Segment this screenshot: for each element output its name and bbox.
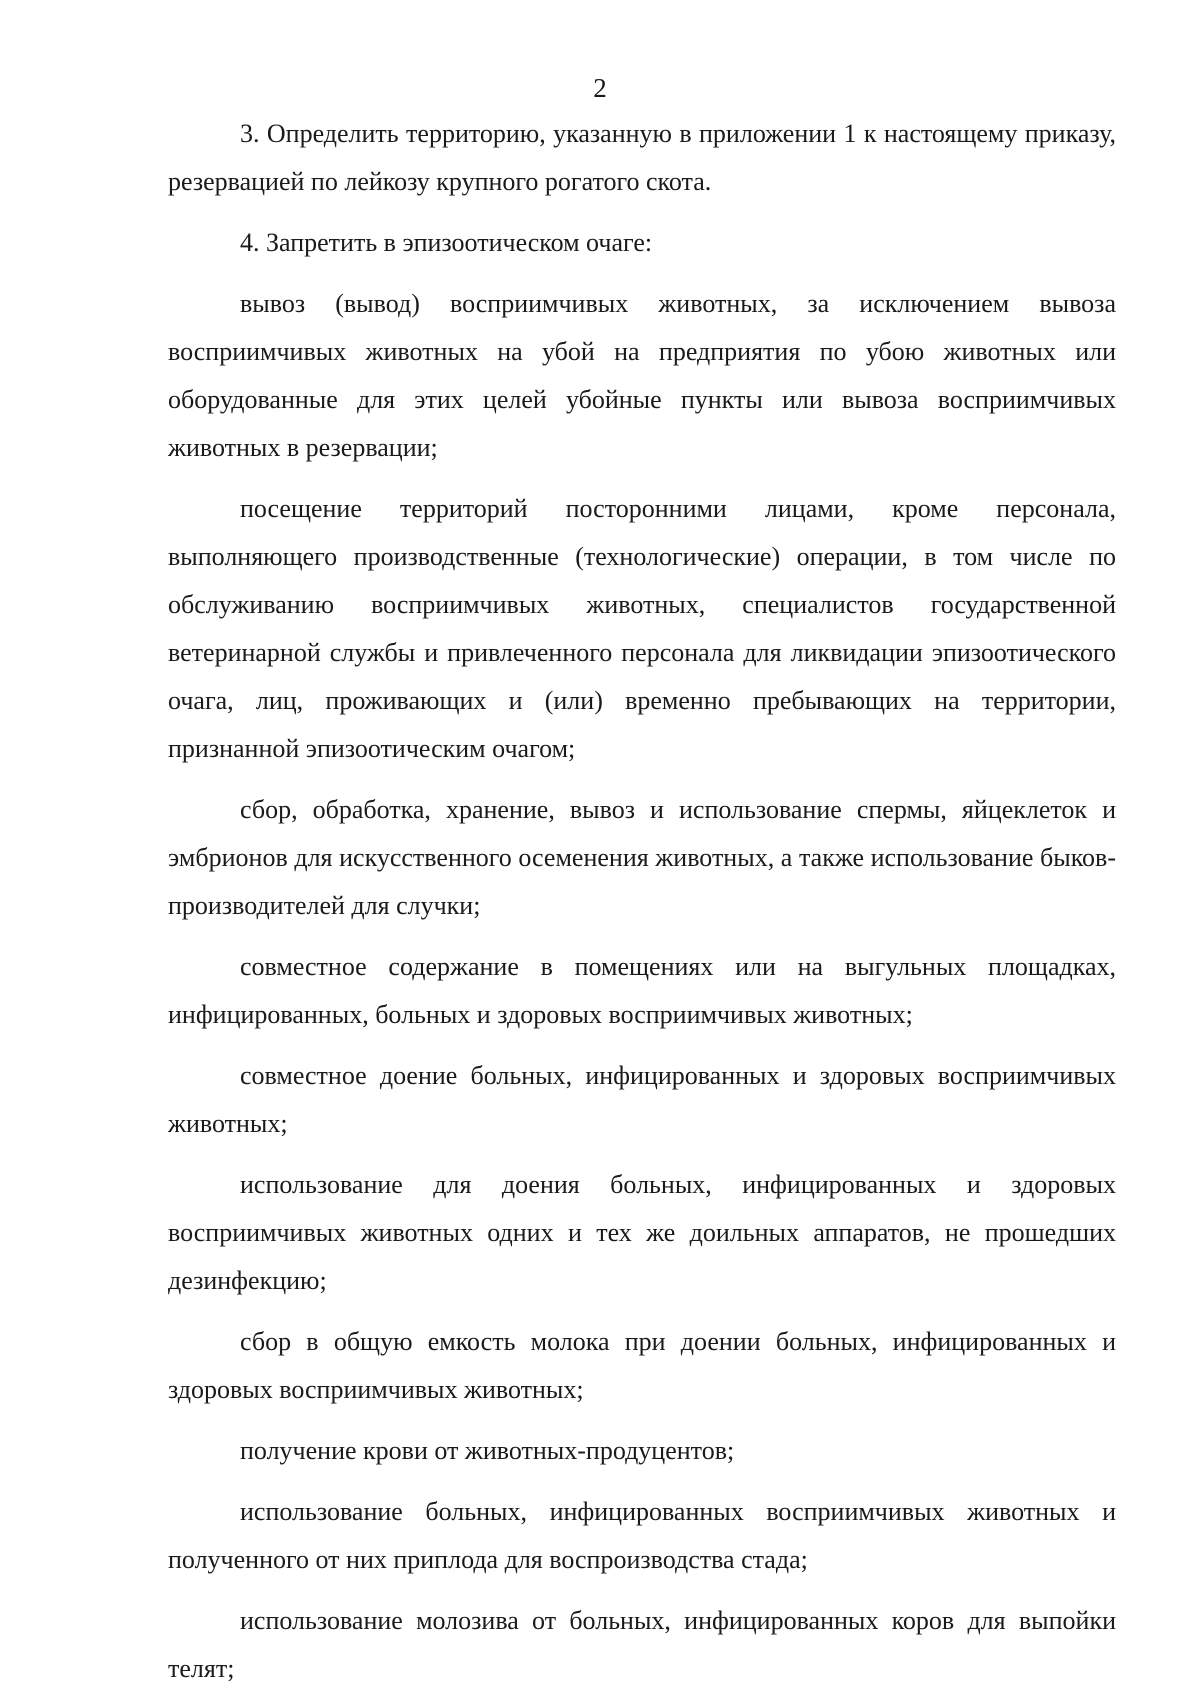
prohibition-milk-collection: сбор в общую емкость молока при доении больных, инфицированных и здоровых восприимчивых животных; [168, 1327, 1116, 1404]
prohibition-joint-milking: совместное доение больных, инфицированных и здоровых восприимчивых животных; [168, 1061, 1116, 1138]
prohibition-blood: получение крови от животных-продуцентов; [240, 1436, 735, 1465]
document-body [168, 110, 1116, 1706]
paragraph-item-3: 3. Определить территорию, указанную в приложении 1 к настоящему приказу, резервацией по лейкозу крупного рогатого скота. [168, 119, 1116, 196]
prohibition-joint-keeping: совместное содержание в помещениях или на выгульных площадках, инфицированных, больных и здоровых восприимчивых животных; [168, 952, 1116, 1029]
prohibition-removal: вывоз (вывод) восприимчивых животных, за исключением вывоза восприимчивых животных на убой на предприятия по убою животных или оборудованные для этих целей убойные пункты или вывоза восприимчивых животных в резервации; [168, 289, 1116, 462]
prohibition-reproduction: использование больных, инфицированных восприимчивых животных и полученного от них приплода для воспроизводства стада; [168, 1497, 1116, 1574]
prohibition-shared-apparatus: использование для доения больных, инфицированных и здоровых восприимчивых животных одних и тех же доильных аппаратов, не прошедших дезинфекцию; [168, 1170, 1116, 1295]
page-number: 2 [593, 73, 607, 103]
prohibition-visits: посещение территорий посторонними лицами, кроме персонала, выполняющего производственные (технологические) операции, в том числе по обслуживанию восприимчивых животных, специалистов государственной ветеринарной службы и привлеченного персонала для ликвидации эпизоотического очага, лиц, проживающих и (или) временно пребывающих на территории, признанной эпизоотическим очагом; [168, 494, 1116, 763]
prohibition-insemination: сбор, обработка, хранение, вывоз и использование спермы, яйцеклеток и эмбрионов для искусственного осеменения животных, а также использование быков-производителей для случки; [168, 795, 1116, 920]
paragraph-item-4: 4. Запретить в эпизоотическом очаге: [240, 228, 653, 257]
prohibition-colostrum: использование молозива от больных, инфицированных коров для выпойки телят; [168, 1606, 1116, 1683]
